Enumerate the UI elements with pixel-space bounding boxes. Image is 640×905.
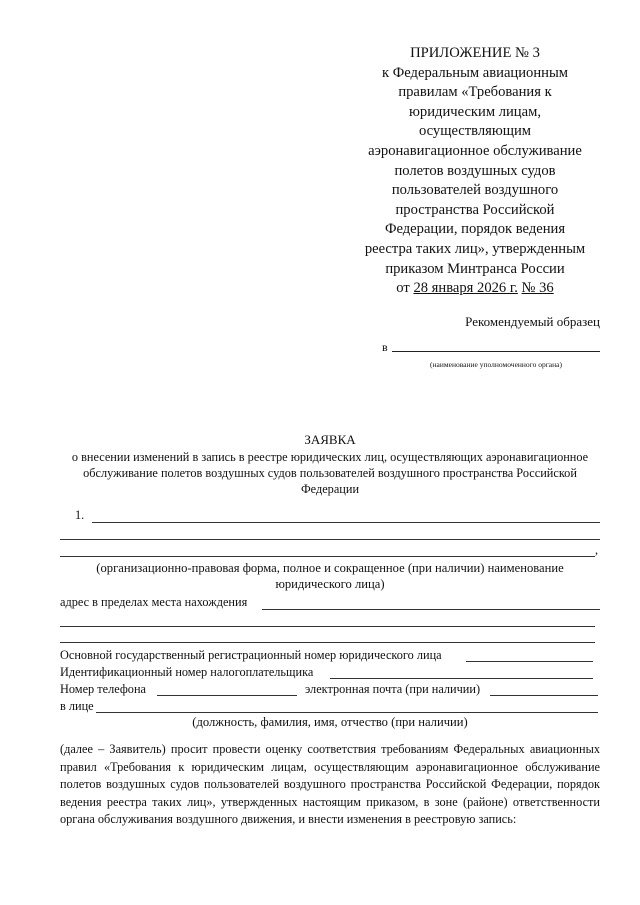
- address-label: адрес в пределах места нахождения: [60, 595, 248, 609]
- legal-entity-name-field[interactable]: [60, 556, 595, 557]
- phone-label: Номер телефона: [60, 682, 146, 696]
- annex-line: Федерации, порядок ведения: [384, 221, 566, 238]
- annex-line: полетов воздушных судов: [394, 162, 556, 179]
- trailing-comma: ,: [595, 543, 599, 557]
- annex-line: реестра таких лиц», утвержденным: [364, 240, 586, 257]
- recommended-sample-label: Рекомендуемый образец: [465, 314, 600, 329]
- request-paragraph: (далее – Заявитель) просит провести оценку соответствия требованиям Федеральных авиационных правил «Требования к юридическим лицам, осуществляющим аэронавигационное обслуживание полетов воздушных судов пользователей воздушного пространства Российской Федерации, порядок ведения реестра таких лиц», утвержденных настоящим приказом, в зоне (районе) ответственности органа обслуживания воздушного движения, и внести изменения в реестровую запись:: [60, 742, 600, 827]
- annex-title: ПРИЛОЖЕНИЕ № 3: [410, 45, 540, 61]
- address-field[interactable]: [60, 642, 595, 643]
- annex-line: пользователей воздушного: [391, 182, 559, 199]
- legal-entity-name-field[interactable]: [92, 522, 600, 523]
- annex-line: к Федеральным авиационным: [381, 64, 569, 81]
- subtitle-line: обслуживание полетов воздушных судов пользователей воздушного пространства Российской: [83, 466, 577, 480]
- annex-line: осуществляющим: [418, 123, 532, 140]
- ogrn-field[interactable]: [466, 661, 593, 662]
- subtitle-line: о внесении изменений в запись в реестре юридических лиц, осуществляющих аэронавигационное: [71, 450, 589, 464]
- organ-name-field[interactable]: [392, 351, 600, 352]
- item-number: 1.: [75, 508, 85, 522]
- person-label: в лице: [60, 699, 94, 713]
- inn-field[interactable]: [330, 678, 593, 679]
- legal-entity-name-field[interactable]: [60, 539, 600, 540]
- address-field[interactable]: [60, 626, 595, 627]
- annex-number: № 36: [521, 280, 554, 297]
- subtitle-line: Федерации: [300, 482, 360, 496]
- annex-line: аэронавигационное обслуживание: [368, 142, 582, 159]
- inn-label: Идентификационный номер налогоплательщика: [60, 665, 314, 679]
- legal-entity-caption: (организационно-правовая форма, полное и сокращенное (при наличии) наименование: [96, 561, 564, 575]
- annex-line: правилам «Требования к: [398, 84, 552, 101]
- annex-line: пространства Российской: [395, 201, 555, 218]
- organ-prefix: в: [382, 340, 388, 354]
- application-subtitle: [60, 449, 600, 497]
- email-field[interactable]: [490, 695, 598, 696]
- legal-entity-caption: юридического лица): [275, 577, 385, 591]
- email-label: электронная почта (при наличии): [305, 682, 481, 696]
- annex-header: [350, 44, 600, 299]
- annex-line: юридическим лицам,: [409, 103, 541, 120]
- person-field[interactable]: [96, 712, 598, 713]
- phone-field[interactable]: [157, 695, 297, 696]
- organ-name-caption: (наименование уполномоченного органа): [430, 360, 562, 369]
- annex-date: 28 января 2026 г.: [413, 280, 518, 297]
- ogrn-label: Основной государственный регистрационный номер юридического лица: [60, 648, 442, 662]
- application-title: ЗАЯВКА: [304, 432, 356, 447]
- person-caption: (должность, фамилия, имя, отчество (при наличии): [192, 715, 468, 729]
- annex-date-prefix: от: [396, 280, 410, 297]
- annex-line: приказом Минтранса России: [385, 260, 565, 277]
- address-field[interactable]: [262, 609, 600, 610]
- annex-date-line: [350, 279, 600, 299]
